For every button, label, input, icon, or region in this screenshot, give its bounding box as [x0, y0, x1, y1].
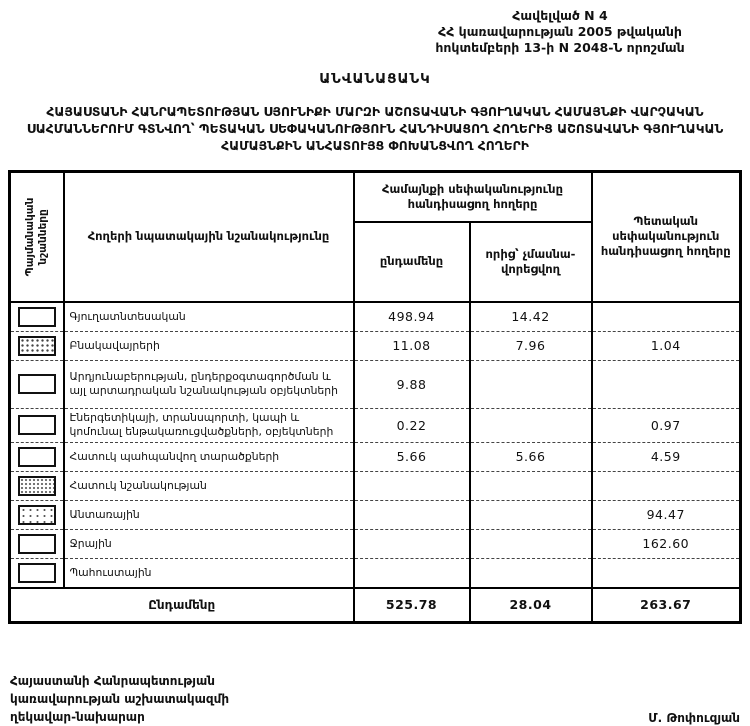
community-total-value: 11.08: [354, 331, 470, 360]
total-state-owned-value: 263.67: [592, 588, 741, 623]
legend-symbol: [18, 415, 56, 435]
land-category-label: Էներգետիկայի, տրանսպորտի, կապի և կոմունալ ենթակառուցվածքների, օբյեկտների: [64, 408, 354, 442]
community-total-value: [354, 529, 470, 558]
appendix-reference: [380, 8, 740, 56]
non-privatized-value: [470, 471, 592, 500]
legend-symbol: [18, 307, 56, 327]
community-total-value: [354, 558, 470, 588]
community-total-value: 5.66: [354, 442, 470, 471]
legend-symbol: [18, 534, 56, 554]
state-owned-value: [592, 302, 741, 332]
page-title: ԱՆՎԱՆԱՑԱՆԿ: [319, 71, 431, 87]
non-privatized-value: 7.96: [470, 331, 592, 360]
state-owned-value: 94.47: [592, 500, 741, 529]
state-owned-value: 4.59: [592, 442, 741, 471]
table-row-industrial: [10, 360, 741, 408]
table-row-agricultural: [10, 302, 741, 332]
land-category-label: Ջրային: [64, 529, 354, 558]
signatory-title-line3: ղեկավար-նախարար: [10, 709, 145, 724]
signatory-name: Մ. Թոփուզյան: [648, 710, 740, 725]
state-owned-value: 1.04: [592, 331, 741, 360]
land-category-label: Գյուղատնտեսական: [64, 302, 354, 332]
appendix-line2: ՀՀ կառավարության 2005 թվականի: [438, 24, 682, 39]
community-total-value: 9.88: [354, 360, 470, 408]
legend-symbol: [18, 336, 56, 356]
land-category-label: Հատուկ պահպանվող տարածքների: [64, 442, 354, 471]
table-row-settlements: [10, 331, 741, 360]
state-owned-value: [592, 360, 741, 408]
table-row-protected-areas: [10, 442, 741, 471]
document-subtitle: ՀԱՅԱՍՏԱՆԻ ՀԱՆՐԱՊԵՏՈՒԹՅԱՆ ՍՅՈՒՆԻՔԻ ՄԱՐԶԻ ԱՇՈՏԱՎԱՆԻ ԳՅՈՒՂԱԿԱՆ ՀԱՄԱՅՆՔԻ ՎԱՐՉԱԿԱՆ ՍԱՀՄԱՆՆԵՐՈՒՄ ԳՏՆՎՈՂ՝ ՊԵՏԱԿԱՆ ՍԵՓԱԿԱՆՈՒԹՅՈՒՆ ՀԱՆԴԻՍԱՑՈՂ ՀՈՂԵՐԻՑ ԱՇՈՏԱՎԱՆԻ ԳՅՈՒՂԱԿԱՆ ՀԱՄԱՅՆՔԻՆ ԱՆՀԱՏՈՒՅՑ ՓՈԽԱՆՑՎՈՂ ՀՈՂԵՐԻ: [26, 105, 724, 154]
table-row-forest: [10, 500, 741, 529]
signatory-title: [10, 672, 229, 726]
legend-symbol: [18, 447, 56, 467]
total-non-privatized-value: 28.04: [470, 588, 592, 623]
document-footer: [10, 672, 740, 726]
non-privatized-value: [470, 408, 592, 442]
appendix-line1: Հավելված N 4: [512, 8, 608, 23]
land-category-label: Բնակավայրերի: [64, 331, 354, 360]
legend-symbol: [18, 476, 56, 496]
community-total-value: [354, 471, 470, 500]
column-header-symbols: [10, 171, 64, 302]
non-privatized-value: 5.66: [470, 442, 592, 471]
table-row-reserve: [10, 558, 741, 588]
legend-symbol: [18, 374, 56, 394]
community-total-value: [354, 500, 470, 529]
legend-symbol: [18, 505, 56, 525]
table-row-special-purpose: [10, 471, 741, 500]
state-owned-value: 0.97: [592, 408, 741, 442]
table-total-row: [10, 588, 741, 623]
signatory-title-line1: Հայաստանի Հանրապետության: [10, 673, 215, 688]
column-header-community-total: ընդամենը: [354, 222, 470, 302]
state-owned-value: [592, 558, 741, 588]
total-row-label: Ընդամենը: [10, 588, 354, 623]
land-category-label: Հատուկ նշանակության: [64, 471, 354, 500]
column-header-non-privatized: որից՝ չմասնա-վորեցվող: [470, 222, 592, 302]
table-row-energy-transport: [10, 408, 741, 442]
column-group-community-owned: Համայնքի սեփականությունը հանդիսացող հողերը: [354, 171, 592, 222]
column-header-land-purpose: Հողերի նպատակային նշանակությունը: [64, 171, 354, 302]
community-total-value: 0.22: [354, 408, 470, 442]
non-privatized-value: [470, 558, 592, 588]
header-row-group: [10, 171, 741, 222]
community-total-value: 498.94: [354, 302, 470, 332]
total-community-value: 525.78: [354, 588, 470, 623]
column-header-symbols-label: Պայմանական նշանները: [23, 197, 49, 276]
column-header-state-owned: Պետական սեփականություն հանդիսացող հողերը: [592, 171, 741, 302]
non-privatized-value: 14.42: [470, 302, 592, 332]
state-owned-value: [592, 471, 741, 500]
land-category-label: Պահուստային: [64, 558, 354, 588]
signatory-title-line2: կառավարության աշխատակազմի: [10, 691, 230, 706]
legend-symbol: [18, 563, 56, 583]
land-category-label: Անտառային: [64, 500, 354, 529]
table-row-water: [10, 529, 741, 558]
non-privatized-value: [470, 500, 592, 529]
non-privatized-value: [470, 360, 592, 408]
land-transfer-table: [8, 170, 742, 624]
non-privatized-value: [470, 529, 592, 558]
appendix-line3: հոկտեմբերի 13-ի N 2048-Ն որոշման: [435, 40, 685, 55]
state-owned-value: 162.60: [592, 529, 741, 558]
land-category-label: Արդյունաբերության, ընդերքօգտագործման և այլ արտադրական նշանակության օբյեկտների: [64, 360, 354, 408]
